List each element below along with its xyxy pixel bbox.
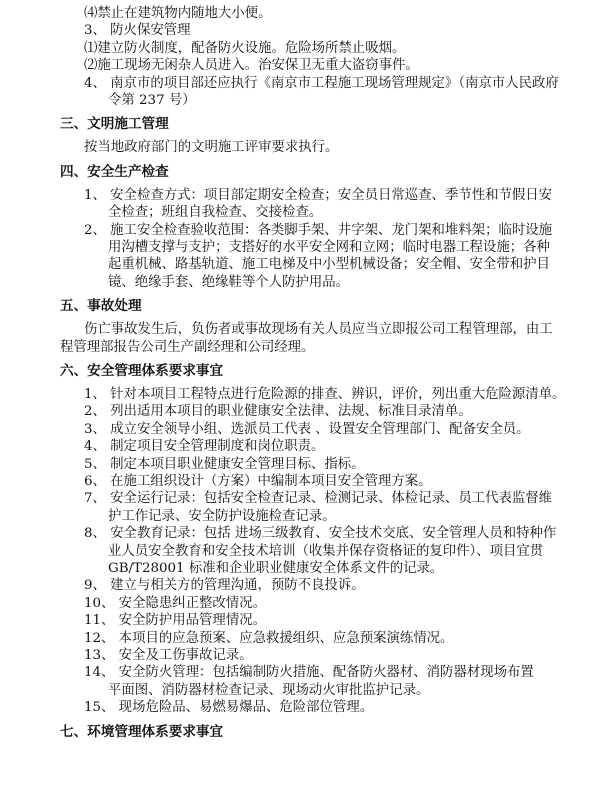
list-item-continued: 业人员安全教育和安全技术培训（收集并保存资格证的复印件）、项目宜贯: [108, 543, 544, 559]
list-item-continued: 镜、绝缘手套、绝缘鞋等个人防护用品。: [108, 274, 350, 290]
section-heading: 七、环境管理体系要求事宜: [60, 723, 224, 740]
section-heading: 四、安全生产检查: [60, 163, 169, 180]
paragraph: 按当地政府部门的文明施工评审要求执行。: [84, 140, 339, 156]
list-item-continued: 用沟槽支撑与支护；支搭好的水平安全网和立网；临时电器工程设施；各种: [108, 240, 550, 255]
list-item: 3、 成立安全领导小组、选派员工代表 、设置安全管理部门、配备安全员。: [84, 421, 530, 437]
paragraph: 伤亡事故发生后，负伤者或事故现场有关人员应当立即报公司工程管理部，由工: [84, 322, 553, 338]
list-item-continued: 起重机械、路基轨道、施工电梯及中小型机械设备；安全帽、安全带和护目: [108, 257, 550, 273]
list-item: 7、 安全运行记录：包括安全检查记录、检测记录、体检记录、员工代表监督维: [84, 491, 553, 507]
list-item: 5、 制定本项目职业健康安全管理目标、指标。: [84, 456, 365, 472]
list-item: 4、 制定项目安全管理制度和岗位职责。: [84, 439, 325, 455]
section-heading: 三、文明施工管理: [60, 116, 169, 133]
list-item-continued: GB/T28001 标准和企业职业健康安全体系文件的记录。: [108, 561, 444, 576]
list-item: 2、 列出适用本项目的职业健康安全法律、法规、标准目录清单。: [84, 404, 472, 420]
list-item: 8、 安全教育记录：包括 进场三级教育、安全技术交底、安全管理人员和特种作: [84, 526, 557, 542]
section-heading: 六、安全管理体系要求事宜: [60, 363, 224, 379]
paragraph: 程管理部报告公司生产副经理和公司经理。: [60, 339, 315, 355]
list-item: 15、 现场危险品、易燃易爆品、危险部位管理。: [84, 700, 374, 716]
text-line: ⑴建立防火制度，配备防火设施。危险场所禁止吸烟。: [84, 40, 406, 56]
list-item: 6、 在施工组织设计（方案）中编制本项目安全管理方案。: [84, 474, 432, 489]
list-item-continued: 全检查；班组自我检查、交接检查。: [108, 205, 323, 221]
text-line: ⑵施工现场无闲杂人员进入。治安保卫无重大盗窃事件。: [84, 58, 419, 74]
list-item: 2、 施工安全检查验收范围：各类脚手架、井字架、龙门架和堆料架；临时设施: [84, 222, 553, 238]
list-item: 11、 安全防护用品管理情况。: [84, 613, 266, 629]
list-item: 14、 安全防火管理：包括编制防火措施、配备防火器材、消防器材现场布置: [84, 665, 534, 681]
list-item: 12、 本项目的应急预案、应急救援组织、应急预案演练情况。: [84, 630, 454, 646]
list-item: 1、 安全检查方式：项目部定期安全检查；安全员日常巡查、季节性和节假日安: [84, 187, 553, 203]
list-item: 9、 建立与相关方的管理沟通，预防不良投诉。: [84, 578, 365, 594]
list-item-continued: 护工作记录、安全防护设施检查记录。: [108, 508, 336, 524]
section-heading: 五、事故处理: [60, 298, 142, 315]
list-item: 10、 安全隐患纠正整改情况。: [84, 595, 266, 611]
text-line: 令第 237 号）: [108, 93, 196, 108]
list-item: 1、 针对本项目工程特点进行危险源的排查、辨识，评价，列出重大危险源清单。: [84, 387, 566, 402]
text-line: 4、 南京市的项目部还应执行《南京市工程施工现场管理规定》（南京市人民政府: [84, 75, 559, 91]
list-item: 13、 安全及工伤事故记录。: [84, 648, 253, 663]
text-line: 3、 防火保安管理: [84, 23, 191, 39]
text-line: ⑷禁止在建筑物内随地大小便。: [84, 6, 272, 21]
list-item-continued: 平面图、消防器材检查记录、现场动火审批监护记录。: [108, 682, 430, 698]
